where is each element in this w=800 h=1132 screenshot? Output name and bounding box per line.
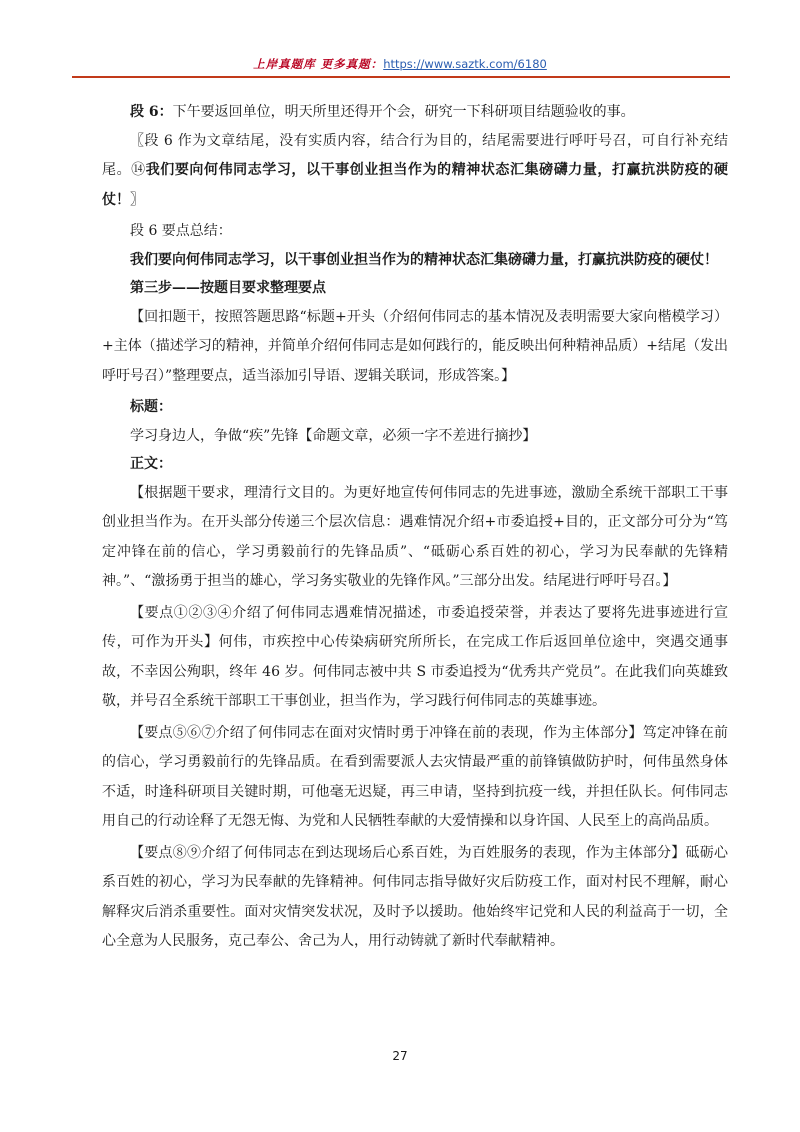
paragraph-body-1: 【要点⑤⑥⑦介绍了何伟同志在面对灾情时勇于冲锋在前的表现，作为主体部分】笃定冲锋在前的信心，学习勇毅前行的先锋品质。在看到需要派人去灾情最严重的前锋镇做防护时，何伟虽然身体不适，时逢科研项目关键时期，可他毫无迟疑，再三申请，坚持到抗疫一线，并担任队长。何伟同志用自己的行动诠释了无怨无悔、为党和人民牺牲奉献的大爱情操和以身许国、人民至上的高尚品质。 — [102, 724, 728, 829]
section-6-text: 下午要返回单位，明天所里还得开个会，研究一下科研项目结题验收的事。 — [172, 104, 635, 120]
paragraph-opening: 【要点①②③④介绍了何伟同志遇难情况描述，市委追授荣誉，并表达了要将先进事迹进行宣传，可作为开头】何伟，市疾控中心传染病研究所所长，在完成工作后返回单位途中，突遇交通事故，不幸因公殉职，终年 46 岁。何伟同志被中共 S 市委追授为“优秀共产党员”。在此我们向英雄致敬，并号召全系统干部职工干事创业，担当作为，学习践行何伟同志的英雄事迹。 — [102, 604, 728, 709]
analysis-text: 〖段 6 作为文章结尾，没有实质内容，结合行为目的，结尾需要进行呼吁号召，可自行补充结尾。⑭ — [102, 132, 728, 178]
paragraph-section-6-summary-label: 段 6 要点总结： — [130, 223, 232, 239]
document-body — [102, 98, 728, 959]
step-3-heading: 第三步——按题目要求整理要点 — [130, 280, 326, 296]
page-header — [0, 56, 800, 72]
analysis-bold-call: 我们要向何伟同志学习，以干事创业担当作为的精神状态汇集磅礴力量，打赢抗洪防疫的硬仗！ — [102, 162, 729, 208]
header-divider — [72, 76, 730, 78]
analysis-close-bracket: 〗 — [130, 191, 144, 208]
paragraph-answer-approach: 【回扣题干，按照答题思路“标题+开头（介绍何伟同志的基本情况及表明需要大家向楷模学习）+主体（描述学习的精神，并简单介绍何伟同志是如何践行的，能反映出何种精神品质）+结尾（发出呼吁号召）”整理要点，适当添加引导语、逻辑关联词，形成答案。】 — [102, 308, 728, 384]
header-url-link[interactable]: https://www.saztk.com/6180 — [383, 57, 547, 71]
title-text: 学习身边人，争做“疾”先锋【命题文章，必须一字不差进行摘抄】 — [130, 427, 537, 444]
paragraph-writing-purpose: 【根据题干要求，理清行文目的。为更好地宣传何伟同志的先进事迹，激励全系统干部职工干事创业担当作为。在开头部分传递三个层次信息：遇难情况介绍+市委追授+目的，正文部分可分为“笃定冲锋在前的信心，学习勇毅前行的先锋品质”、“砥砺心系百姓的初心，学习为民奉献的先锋精神。”、“激扬勇于担当的雄心，学习务实敬业的先锋作风。”三部分出发。结尾进行呼吁号召。】 — [102, 484, 728, 589]
page-number: 27 — [392, 1049, 408, 1063]
body-heading: 正文： — [130, 456, 172, 472]
title-heading: 标题： — [130, 399, 172, 415]
header-site-name: 上岸真题库 更多真题： — [253, 57, 384, 71]
paragraph-section-6 — [102, 98, 728, 127]
paragraph-section-6-summary: 我们要向何伟同志学习，以干事创业担当作为的精神状态汇集磅礴力量，打赢抗洪防疫的硬仗！ — [130, 251, 718, 268]
paragraph-section-6-analysis — [102, 127, 728, 216]
section-6-label: 段 6： — [130, 104, 173, 120]
paragraph-body-2: 【要点⑧⑨介绍了何伟同志在到达现场后心系百姓，为百姓服务的表现，作为主体部分】砥砺心系百姓的初心，学习为民奉献的先锋精神。何伟同志指导做好灾后防疫工作，面对村民不理解，耐心解释灾后消杀重要性。面对灾情突发状况，及时予以援助。他始终牢记党和人民的利益高于一切，全心全意为人民服务，克己奉公、舍己为人，用行动铸就了新时代奉献精神。 — [102, 844, 728, 949]
